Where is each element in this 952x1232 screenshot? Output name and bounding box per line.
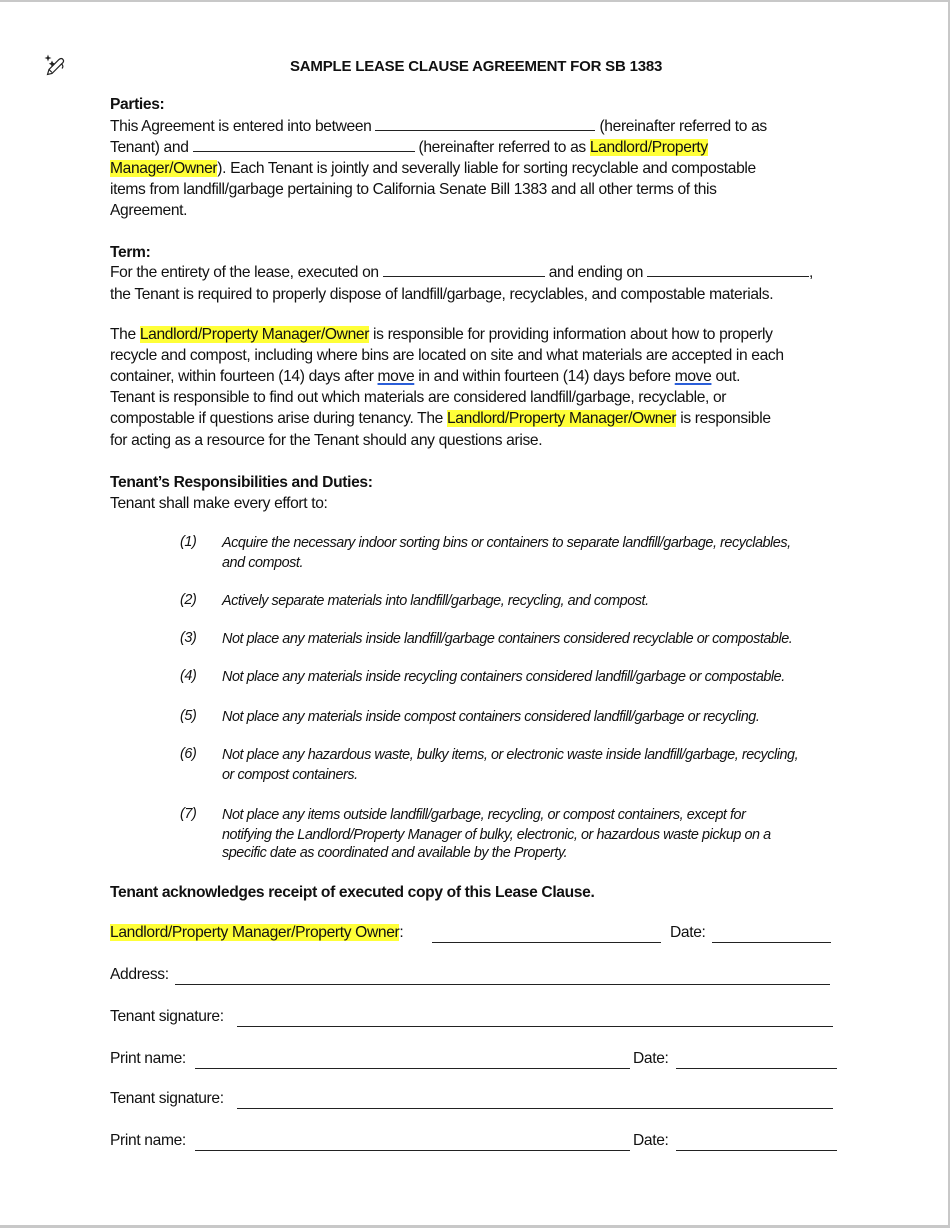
text: container, within fourteen (14) days after bbox=[110, 368, 374, 385]
item-text-line: or compost containers. bbox=[222, 767, 358, 783]
landlord-name-blank[interactable] bbox=[193, 137, 415, 152]
print-name-field-2[interactable] bbox=[195, 1149, 630, 1151]
text: This Agreement is entered into between bbox=[110, 118, 372, 135]
term-line-2: the Tenant is required to properly dispose of landfill/garbage, recyclables, and compostable materials. bbox=[110, 286, 774, 303]
text: in and within fourteen (14) days before bbox=[418, 368, 671, 385]
sparkle-pen-icon[interactable] bbox=[43, 53, 67, 77]
tenant-date-label-2: Date: bbox=[633, 1132, 669, 1149]
tenant-date-field-2[interactable] bbox=[676, 1149, 837, 1151]
text: (hereinafter referred to as bbox=[418, 139, 586, 156]
landlord-signature-label: Landlord/Property Manager/Property Owner bbox=[110, 924, 400, 941]
text: and ending on bbox=[548, 264, 644, 281]
text: is responsible for providing information about how to properly bbox=[373, 326, 773, 343]
ending-date-blank[interactable] bbox=[647, 262, 809, 277]
text: out. bbox=[715, 368, 741, 385]
text: compostable if questions arise during tenancy. The bbox=[110, 410, 443, 427]
executed-date-blank[interactable] bbox=[383, 262, 545, 277]
landlord-para-line-6: for acting as a resource for the Tenant should any questions arise. bbox=[110, 432, 543, 449]
tenant-name-blank[interactable] bbox=[375, 116, 595, 131]
item-text-line: Actively separate materials into landfill/garbage, recycling, and compost. bbox=[222, 593, 649, 609]
text: , bbox=[809, 264, 814, 281]
acknowledgement-statement: Tenant acknowledges receipt of executed copy of this Lease Clause. bbox=[110, 884, 595, 901]
landlord-para-line-4: Tenant is responsible to find out which materials are considered landfill/garbage, recyclable, or bbox=[110, 389, 727, 406]
landlord-date-label: Date: bbox=[670, 924, 706, 941]
text: For the entirety of the lease, executed on bbox=[110, 264, 379, 281]
address-label: Address: bbox=[110, 966, 169, 983]
grammar-flag-move[interactable]: move bbox=[377, 368, 415, 385]
landlord-date-field[interactable] bbox=[712, 941, 831, 943]
print-name-label-1: Print name: bbox=[110, 1050, 186, 1067]
landlord-para-line-2: recycle and compost, including where bins are located on site and what materials are accepted in each bbox=[110, 347, 784, 364]
parties-line-1 bbox=[110, 116, 767, 137]
responsibilities-intro: Tenant shall make every effort to: bbox=[110, 495, 328, 512]
text: is responsible bbox=[680, 410, 771, 427]
parties-heading: Parties: bbox=[110, 96, 165, 113]
parties-line-3 bbox=[110, 158, 756, 179]
item-text-line: Not place any hazardous waste, bulky items, or electronic waste inside landfill/garbage, recycling, bbox=[222, 747, 799, 763]
text: Tenant) and bbox=[110, 139, 189, 156]
landlord-para-line-1 bbox=[110, 324, 773, 345]
item-text-line: Not place any items outside landfill/garbage, recycling, or compost containers, except for bbox=[222, 807, 746, 823]
item-text-line: notifying the Landlord/Property Manager of bulky, electronic, or hazardous waste pickup on a bbox=[222, 827, 771, 843]
item-number: (4) bbox=[180, 668, 197, 684]
item-text-line: Not place any materials inside compost containers considered landfill/garbage or recycling. bbox=[222, 709, 760, 725]
parties-line-2 bbox=[110, 137, 708, 158]
item-number: (7) bbox=[180, 806, 197, 822]
landlord-para-line-3 bbox=[110, 366, 740, 387]
tenant-signature-field-2[interactable] bbox=[237, 1107, 833, 1109]
document-title: SAMPLE LEASE CLAUSE AGREEMENT FOR SB 1383 bbox=[290, 58, 663, 75]
term-line-1 bbox=[110, 262, 813, 283]
landlord-signature-row bbox=[110, 924, 403, 942]
text: ). Each Tenant is jointly and severally liable for sorting recyclable and compostable bbox=[217, 160, 756, 177]
tenant-date-field-1[interactable] bbox=[676, 1067, 837, 1069]
parties-line-4: items from landfill/garbage pertaining to California Senate Bill 1383 and all other terms of this bbox=[110, 181, 717, 198]
text: (hereinafter referred to as bbox=[599, 118, 767, 135]
highlighted-term: Manager/Owner bbox=[110, 160, 218, 177]
item-text-line: Not place any materials inside recycling containers considered landfill/garbage or compostable. bbox=[222, 669, 785, 685]
tenant-signature-field-1[interactable] bbox=[237, 1025, 833, 1027]
tenant-signature-label-1: Tenant signature: bbox=[110, 1008, 224, 1025]
highlighted-term: Landlord/Property Manager/Owner bbox=[446, 410, 677, 427]
item-number: (1) bbox=[180, 534, 197, 550]
item-number: (6) bbox=[180, 746, 197, 762]
text: The bbox=[110, 326, 136, 343]
item-text-line: Not place any materials inside landfill/garbage containers considered recyclable or compostable. bbox=[222, 631, 793, 647]
highlighted-term: Landlord/Property Manager/Owner bbox=[139, 326, 370, 343]
print-name-field-1[interactable] bbox=[195, 1067, 630, 1069]
item-text-line: specific date as coordinated and available by the Property. bbox=[222, 845, 568, 861]
item-number: (3) bbox=[180, 630, 197, 646]
landlord-signature-field[interactable] bbox=[432, 941, 661, 943]
grammar-flag-move[interactable]: move bbox=[674, 368, 712, 385]
tenant-signature-label-2: Tenant signature: bbox=[110, 1090, 224, 1107]
tenant-date-label-1: Date: bbox=[633, 1050, 669, 1067]
print-name-label-2: Print name: bbox=[110, 1132, 186, 1149]
item-number: (2) bbox=[180, 592, 197, 608]
text: : bbox=[399, 924, 404, 941]
landlord-para-line-5 bbox=[110, 408, 771, 429]
item-text-line: and compost. bbox=[222, 555, 303, 571]
term-heading: Term: bbox=[110, 244, 151, 261]
responsibilities-heading: Tenant’s Responsibilities and Duties: bbox=[110, 474, 373, 491]
parties-line-5: Agreement. bbox=[110, 202, 188, 219]
address-field[interactable] bbox=[175, 983, 830, 985]
item-text-line: Acquire the necessary indoor sorting bins or containers to separate landfill/garbage, recyclables, bbox=[222, 535, 791, 551]
highlighted-term: Landlord/Property bbox=[589, 139, 708, 156]
item-number: (5) bbox=[180, 708, 197, 724]
